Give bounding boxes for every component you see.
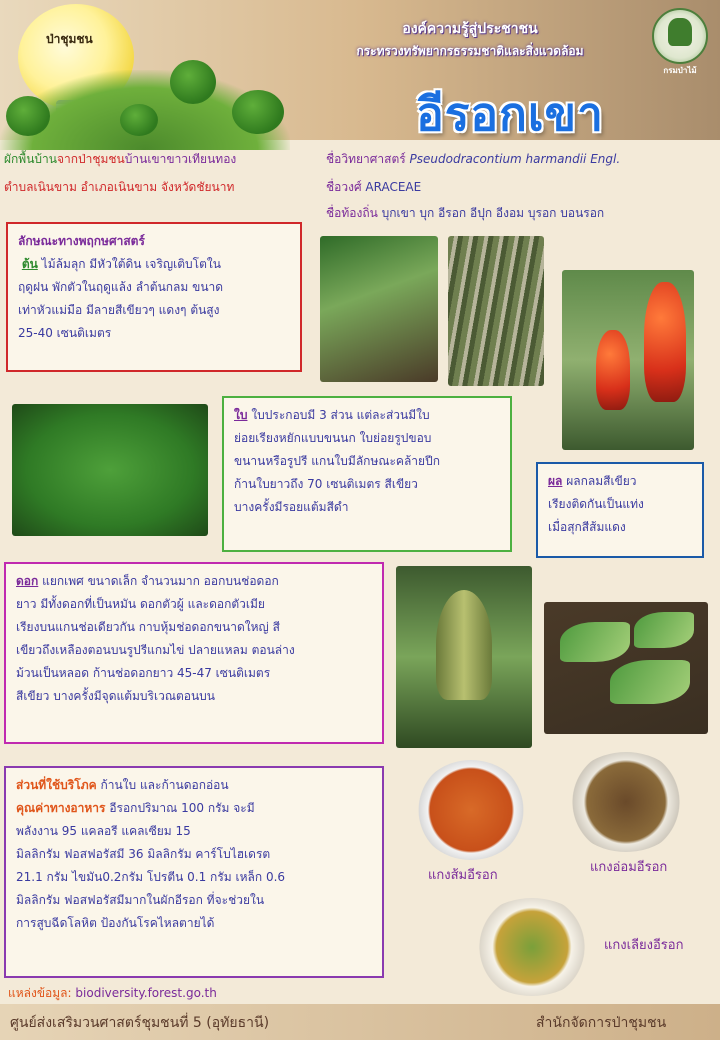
org-title: องค์ความรู้สู่ประชาชน: [402, 21, 538, 37]
sour-curry-dish-photo: [416, 760, 526, 860]
local-name-label: ชื่อท้องถิ่น: [326, 206, 378, 220]
origin-line: [4, 150, 236, 168]
dish-label-liang-curry: แกงเลียงอีรอก: [604, 938, 684, 953]
flower-text-5: ม้วนเป็นหลอด ก้านช่อดอกยาว 45-47 เซนติเมตร: [16, 666, 271, 680]
page-title: อีรอกเขา: [416, 87, 604, 141]
usage-parts-value: ก้านใบ และก้านดอกอ่อน: [100, 778, 229, 792]
sci-name-value: Pseudodracontium harmandii Engl.: [409, 152, 621, 166]
flower-text-4: เขียวถึงเหลืองตอนบนรูปรีแกมไข่ ปลายแหลม ตอนล่าง: [16, 643, 295, 657]
leaf-box: [222, 396, 512, 552]
usage-parts-line: [16, 774, 372, 797]
ministry-name: กระทรวงทรัพยากรธรรมชาติและสิ่งแวดล้อม: [356, 44, 584, 58]
nutrition-label: คุณค่าทางอาหาร: [16, 801, 106, 815]
local-name-value: บุกเขา บุก อีรอก อีปุก อีงอม บุรอก บอนรอก: [381, 206, 605, 220]
fruit-text-1: ผลกลมสีเขียว: [566, 474, 637, 488]
liang-curry-dish-photo: [470, 898, 594, 996]
fruit-spike-large: [644, 282, 686, 402]
botany-box: [6, 222, 302, 372]
botany-heading: ลักษณะทางพฤกษศาสตร์: [18, 234, 145, 248]
leaf-text-4: ก้านใบยาวถึง 70 เซนติเมตร สีเขียว: [234, 477, 418, 491]
nutrition-text-4: มิลลิกรัม ฟอสฟอรัสมีมากในผักอีรอก ที่จะช่วยใน: [16, 893, 265, 907]
flower-label: ดอก: [16, 574, 39, 588]
stem-text-4: 25-40 เซนติเมตร: [18, 326, 112, 340]
fruit-text-2: เรียงติดกันเป็นแท่ง: [548, 497, 644, 511]
usage-nutrition-line: [16, 797, 372, 820]
tree-icon: [120, 104, 158, 136]
tree-icon: [232, 90, 284, 134]
leaf-text-5: บางครั้งมีรอยแต้มสีดำ: [234, 500, 349, 514]
flower-text-1: แยกเพศ ขนาดเล็ก จำนวนมาก ออกบนช่อดอก: [42, 574, 279, 588]
leaf-text-3: ขนานหรือรูปรี แกนใบมีลักษณะคล้ายปีก: [234, 454, 440, 468]
family-line: [326, 178, 421, 196]
fruit-spike-small: [596, 330, 630, 410]
dish-label-sour-curry: แกงส้มอีรอก: [428, 868, 498, 883]
stem-text-1: ไม้ล้มลุก มีหัวใต้ดิน เจริญเติบโตใน: [41, 257, 221, 271]
stem-label: ต้น: [21, 257, 38, 271]
usage-box: [4, 766, 384, 978]
location-line: ตำบลเนินขาม อำเภอเนินขาม จังหวัดชัยนาท: [4, 180, 235, 194]
plant-stem-photo: [320, 236, 438, 382]
stem-text-2: ฤดูฝน พักตัวในฤดูแล้ง ลำต้นกลม ขนาด: [18, 280, 224, 294]
origin-middle: จากป่าชุมชน: [56, 152, 125, 166]
flower-text-6: สีเขียว บางครั้งมีจุดแต้มบริเวณตอนบน: [16, 689, 215, 703]
nutrition-first: อีรอกปริมาณ 100 กรัม จะมี: [109, 801, 255, 815]
nutrition-text-5: การสูบฉีดโลหิต ป้องกันโรคไหลตายได้: [16, 916, 215, 930]
fruit-box: [536, 462, 704, 558]
origin-village: บ้านเขาขาวเทียนทอง: [124, 152, 237, 166]
source-label: แหล่งข้อมูล:: [8, 986, 72, 1000]
bud-shape: [634, 612, 694, 648]
tree-icon: [6, 96, 50, 136]
usage-parts-label: ส่วนที่ใช้บริโภค: [16, 778, 97, 792]
nutrition-text-3: 21.1 กรัม ไขมัน0.2กรัม โปรตีน 0.1 กรัม เหล็ก 0.6: [16, 870, 286, 884]
footer-left-text: ศูนย์ส่งเสริมวนศาสตร์ชุมชนที่ 5 (อุทัยธานี): [10, 1015, 270, 1031]
source-link[interactable]: biodiversity.forest.go.th: [75, 986, 217, 1000]
leaf-label: ใบ: [234, 408, 248, 422]
source-line: [8, 984, 217, 1003]
fruit-line-1: [548, 470, 692, 493]
scientific-name-line: [326, 150, 620, 168]
origin-prefix: ผักพื้นบ้าน: [4, 152, 57, 166]
family-label: ชื่อวงศ์: [326, 180, 362, 194]
botany-line-1: [18, 253, 290, 276]
plant-stalks-photo: [448, 236, 544, 386]
flower-text-3: เรียงบนแกนช่อเดียวกัน กาบหุ้มช่อดอกขนาดใหญ่ สี: [16, 620, 280, 634]
om-curry-dish-photo: [566, 752, 686, 852]
community-forest-label: ป่าชุมชน: [46, 32, 93, 46]
bud-shape: [610, 660, 690, 704]
local-name-line: [326, 204, 604, 222]
leaf-text-2: ย่อยเรียงหยักแบบขนนก ใบย่อยรูปขอบ: [234, 431, 432, 445]
tree-emblem-icon: [668, 18, 692, 46]
nutrition-text-1: พลังงาน 95 แคลอรี แคลเซียม 15: [16, 824, 191, 838]
sci-name-label: ชื่อวิทยาศาสตร์: [326, 152, 406, 166]
leaves-photo: [12, 404, 208, 536]
stem-text-3: เท่าหัวแม่มือ มีลายสีเขียวๆ แดงๆ ต้นสูง: [18, 303, 220, 317]
flower-line-1: [16, 570, 372, 593]
footer-right-text: สำนักจัดการป่าชุมชน: [536, 1015, 667, 1031]
flower-text-2: ยาว มีทั้งดอกที่เป็นหมัน ดอกตัวผู้ และดอกตัวเมีย: [16, 597, 265, 611]
bud-shape: [560, 622, 630, 662]
tree-icon: [170, 60, 216, 104]
fruit-label: ผล: [548, 474, 563, 488]
nutrition-text-2: มิลลิกรัม ฟอสฟอรัสมี 36 มิลลิกรัม คาร์โบไฮเดรต: [16, 847, 271, 861]
leaf-line-1: [234, 404, 500, 427]
flower-box: [4, 562, 384, 744]
family-value: ARACEAE: [365, 180, 422, 194]
leaf-text-1: ใบประกอบมี 3 ส่วน แต่ละส่วนมีใบ: [251, 408, 430, 422]
dish-label-om-curry: แกงอ่อมอีรอก: [590, 860, 668, 875]
logo-caption: กรมป่าไม้: [663, 66, 697, 75]
fruit-text-3: เมื่อสุกสีส้มแดง: [548, 520, 626, 534]
flower-spathe: [436, 590, 492, 700]
